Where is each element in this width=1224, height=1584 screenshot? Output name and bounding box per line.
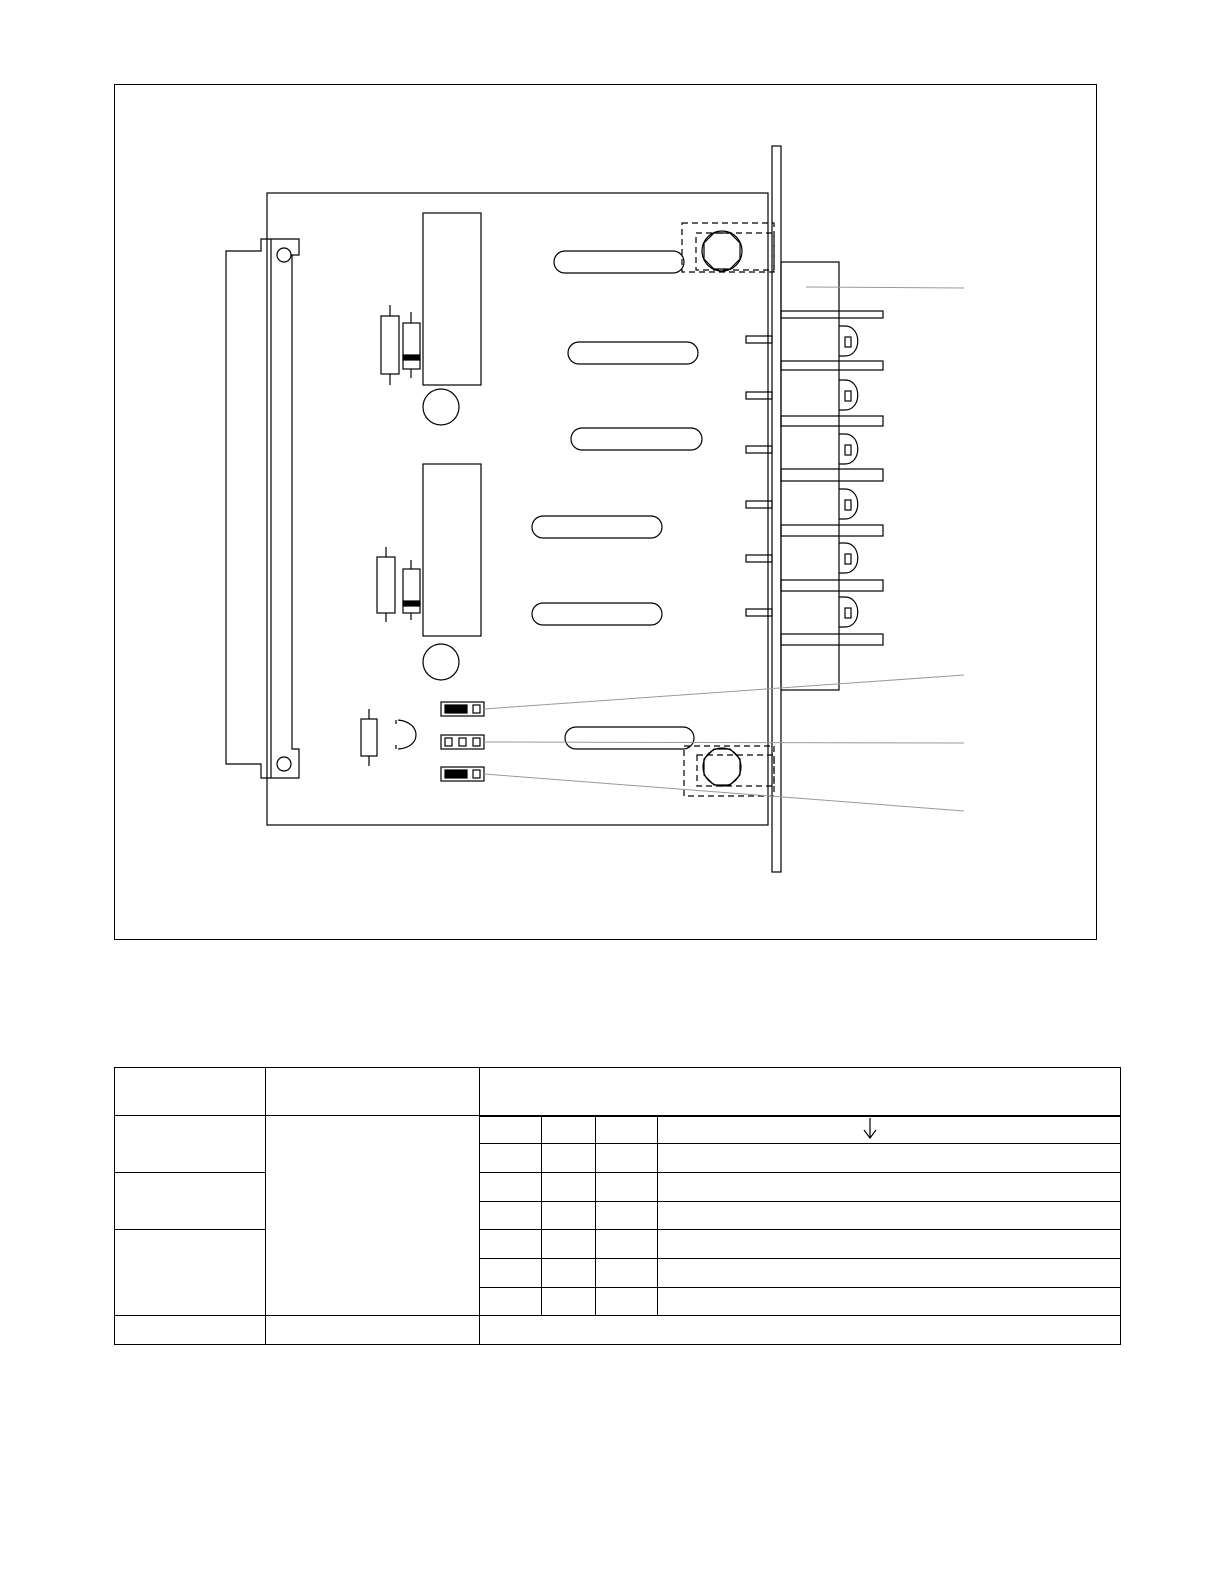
led-icon bbox=[398, 720, 416, 749]
table-cell bbox=[596, 1202, 658, 1230]
table-cell bbox=[658, 1173, 1121, 1202]
ic-chip-lower bbox=[423, 464, 481, 636]
table-cell bbox=[480, 1144, 542, 1173]
table-cell bbox=[542, 1259, 596, 1288]
capacitor-upper bbox=[423, 389, 459, 425]
mounting-hole-icon bbox=[277, 757, 291, 771]
jumper-settings-table bbox=[114, 1067, 1121, 1345]
table-cell bbox=[480, 1288, 542, 1316]
down-arrow-icon bbox=[863, 1115, 877, 1143]
jumper-2 bbox=[441, 735, 484, 749]
relay-2 bbox=[568, 342, 698, 364]
table-cell bbox=[596, 1230, 658, 1259]
ic-chip-upper bbox=[423, 213, 481, 385]
resistor-small bbox=[361, 709, 377, 766]
relay-6 bbox=[565, 727, 694, 749]
table-cell bbox=[480, 1116, 542, 1144]
header-cell-3 bbox=[480, 1068, 1121, 1116]
panel-screw-lower bbox=[684, 746, 774, 796]
table-cell bbox=[658, 1116, 1121, 1144]
terminal-separators bbox=[781, 311, 883, 645]
table-cell bbox=[596, 1144, 658, 1173]
relay-3 bbox=[571, 428, 702, 450]
front-panel bbox=[772, 146, 839, 872]
table-cell bbox=[542, 1288, 596, 1316]
merged-middle-cell bbox=[266, 1116, 480, 1316]
terminal-screws bbox=[839, 326, 858, 627]
table-cell bbox=[480, 1259, 542, 1288]
group-label-1 bbox=[115, 1116, 266, 1173]
resistor-upper bbox=[381, 305, 399, 385]
table-cell bbox=[542, 1144, 596, 1173]
header-cell-2 bbox=[266, 1068, 480, 1116]
table-cell bbox=[596, 1259, 658, 1288]
header-cell-1 bbox=[115, 1068, 266, 1116]
panel-screw-upper bbox=[682, 223, 774, 272]
table-cell bbox=[658, 1230, 1121, 1259]
table-cell bbox=[596, 1116, 658, 1144]
table-cell bbox=[658, 1259, 1121, 1288]
table-cell bbox=[480, 1202, 542, 1230]
table-cell bbox=[542, 1173, 596, 1202]
table-cell bbox=[542, 1116, 596, 1144]
capacitor-lower bbox=[423, 644, 459, 680]
resistor-lower bbox=[377, 547, 395, 622]
footer-cell-3 bbox=[480, 1316, 1121, 1345]
edge-connector bbox=[226, 239, 299, 778]
table-cell bbox=[596, 1173, 658, 1202]
relay-1 bbox=[554, 251, 684, 273]
group-label-2 bbox=[115, 1173, 266, 1230]
diode-upper bbox=[403, 312, 420, 378]
table-cell bbox=[658, 1288, 1121, 1316]
table-cell bbox=[596, 1288, 658, 1316]
table-cell bbox=[658, 1144, 1121, 1173]
table-cell bbox=[542, 1202, 596, 1230]
table-cell bbox=[658, 1202, 1121, 1230]
jumper-3 bbox=[441, 767, 484, 781]
relay-4 bbox=[532, 516, 662, 538]
pcb-outline bbox=[267, 193, 768, 825]
jumper-1 bbox=[441, 702, 484, 716]
diode-lower bbox=[403, 560, 420, 620]
table-cell bbox=[480, 1230, 542, 1259]
footer-cell-1 bbox=[115, 1316, 266, 1345]
group-label-3 bbox=[115, 1230, 266, 1316]
mounting-hole-icon bbox=[277, 248, 291, 262]
leader-lines bbox=[484, 287, 964, 811]
relay-5 bbox=[532, 603, 662, 625]
table-cell bbox=[542, 1230, 596, 1259]
table-cell bbox=[480, 1173, 542, 1202]
footer-cell-2 bbox=[266, 1316, 480, 1345]
